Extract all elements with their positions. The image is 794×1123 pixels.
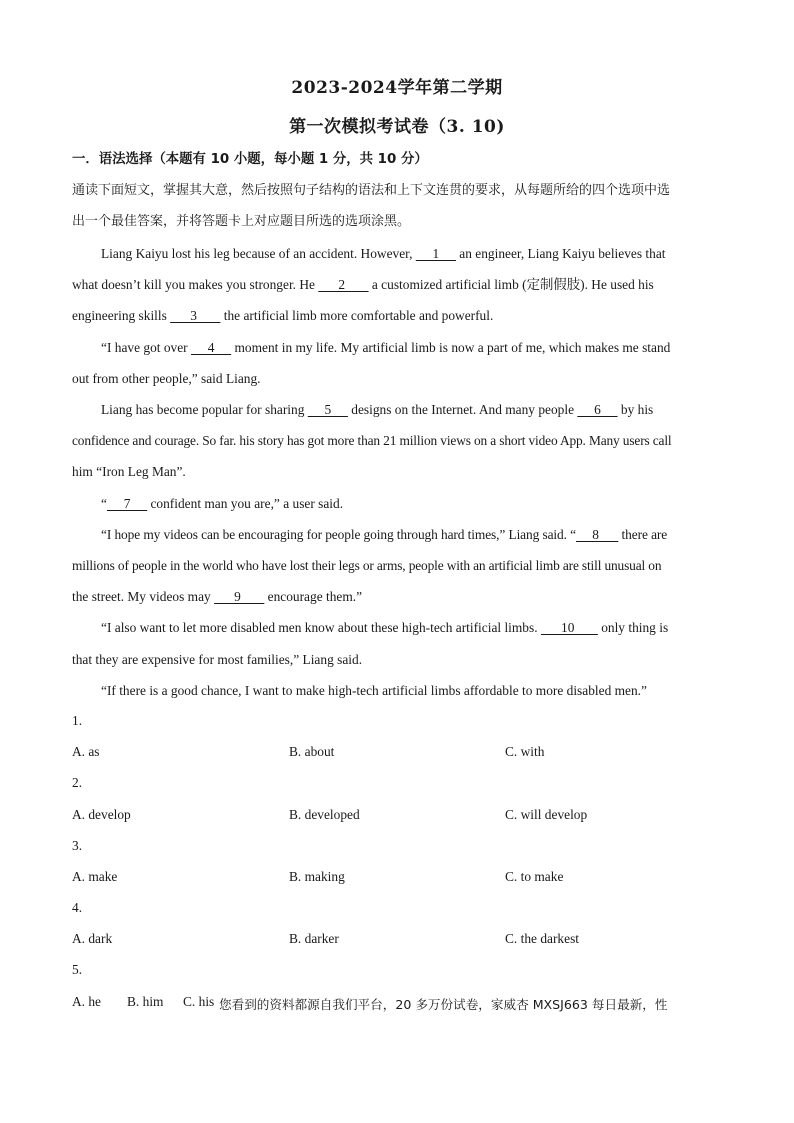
option-c[interactable]: C. the darkest — [505, 931, 580, 946]
option-a[interactable]: A. as — [72, 744, 100, 759]
passage-line: “If there is a good chance, I want to make high-tech artificial limbs affordable to more disabled men.” — [101, 683, 647, 698]
blank-7: 7 — [106, 496, 148, 511]
passage-text: “ — [101, 496, 107, 511]
question-number: 5. — [72, 962, 83, 977]
option-b[interactable]: B. about — [289, 744, 335, 759]
question-number: 2. — [72, 775, 83, 790]
blank-9: 9 — [214, 589, 265, 604]
passage-text: there are — [618, 527, 668, 542]
passage-text: a customized artificial limb (定制假肢). He used his — [368, 277, 654, 292]
option-b[interactable]: B. darker — [289, 931, 339, 946]
passage-text: encourage them.” — [264, 589, 363, 604]
option-a[interactable]: A. make — [72, 869, 118, 884]
passage-line — [101, 245, 751, 263]
blank-3: 3 — [170, 308, 221, 323]
passage-line — [101, 619, 751, 637]
passage-line — [72, 276, 722, 294]
passage-line — [101, 526, 751, 544]
passage-text: by his — [617, 402, 654, 417]
instruction-line-2: 出一个最佳答案，并将答题卡上对应题目所选的选项涂黑。 — [72, 214, 411, 229]
passage-text: an engineer, Liang Kaiyu believes that — [455, 246, 666, 261]
passage-text: confident man you are,” a user said. — [147, 496, 344, 511]
blank-4: 4 — [190, 340, 232, 355]
option-c[interactable]: C. with — [505, 744, 545, 759]
passage-text: moment in my life. My artificial limb is now a part of me, which makes me stand — [231, 340, 671, 355]
passage-line — [101, 401, 751, 419]
option-b[interactable]: B. him — [127, 994, 164, 1009]
blank-2: 2 — [318, 277, 369, 292]
option-a[interactable]: A. develop — [72, 807, 131, 822]
option-a[interactable]: A. he — [72, 994, 102, 1009]
passage-text: Liang Kaiyu lost his leg because of an accident. However, — [101, 246, 416, 261]
question-number: 3. — [72, 838, 83, 853]
passage-text: what doesn’t kill you makes you stronger. He — [72, 277, 319, 292]
blank-1: 1 — [415, 246, 456, 261]
passage-text: the street. My videos may — [72, 589, 215, 604]
passage-text: the artificial limb more comfortable and powerful. — [220, 308, 494, 323]
passage-line — [101, 495, 751, 513]
option-b[interactable]: B. developed — [289, 807, 360, 822]
question-number: 4. — [72, 900, 83, 915]
instruction-line-1: 通读下面短文，掌握其大意，然后按照句子结构的语法和上下文连贯的要求，从每题所给的四个选项中选 — [72, 183, 671, 198]
passage-text: Liang has become popular for sharing — [101, 402, 308, 417]
passage-text: “I hope my videos can be encouraging for people going through hard times,” Liang said. “ — [101, 527, 576, 542]
option-b[interactable]: B. making — [289, 869, 345, 884]
blank-8: 8 — [575, 527, 619, 542]
passage-line: out from other people,” said Liang. — [72, 371, 261, 386]
passage-line: millions of people in the world who have lost their legs or arms, people with an artificial limb are still unusual on — [72, 558, 662, 573]
passage-line — [72, 588, 722, 606]
question-number: 1. — [72, 713, 83, 728]
passage-text: “I also want to let more disabled men know about these high-tech artificial limbs. — [101, 620, 541, 635]
watermark-note: 您看到的资料都源自我们平台，20 多万份试卷，家威杏 MXSJ663 每日最新，性 — [219, 997, 668, 1012]
exam-title-name: 第一次模拟考试卷（3. 10) — [289, 117, 505, 137]
passage-text: designs on the Internet. And many people — [347, 402, 578, 417]
blank-5: 5 — [307, 402, 348, 417]
section-heading: 一．语法选择（本题有 10 小题，每小题 1 分，共 10 分） — [72, 152, 428, 167]
passage-text: only thing is — [597, 620, 669, 635]
passage-text: “I have got over — [101, 340, 191, 355]
option-a[interactable]: A. dark — [72, 931, 113, 946]
option-c[interactable]: C. his — [183, 994, 215, 1009]
passage-line: that they are expensive for most families,” Liang said. — [72, 652, 363, 667]
passage-line — [101, 339, 751, 357]
blank-10: 10 — [540, 620, 598, 635]
option-c[interactable]: C. will develop — [505, 807, 588, 822]
passage-line — [72, 307, 722, 325]
blank-6: 6 — [577, 402, 618, 417]
passage-line: him “Iron Leg Man”. — [72, 464, 186, 479]
exam-title-year: 2023-2024学年第二学期 — [291, 78, 503, 98]
passage-text: engineering skills — [72, 308, 171, 323]
passage-line: confidence and courage. So far. his story has got more than 21 million views on a short video App. Many users call — [72, 433, 672, 448]
option-c[interactable]: C. to make — [505, 869, 564, 884]
